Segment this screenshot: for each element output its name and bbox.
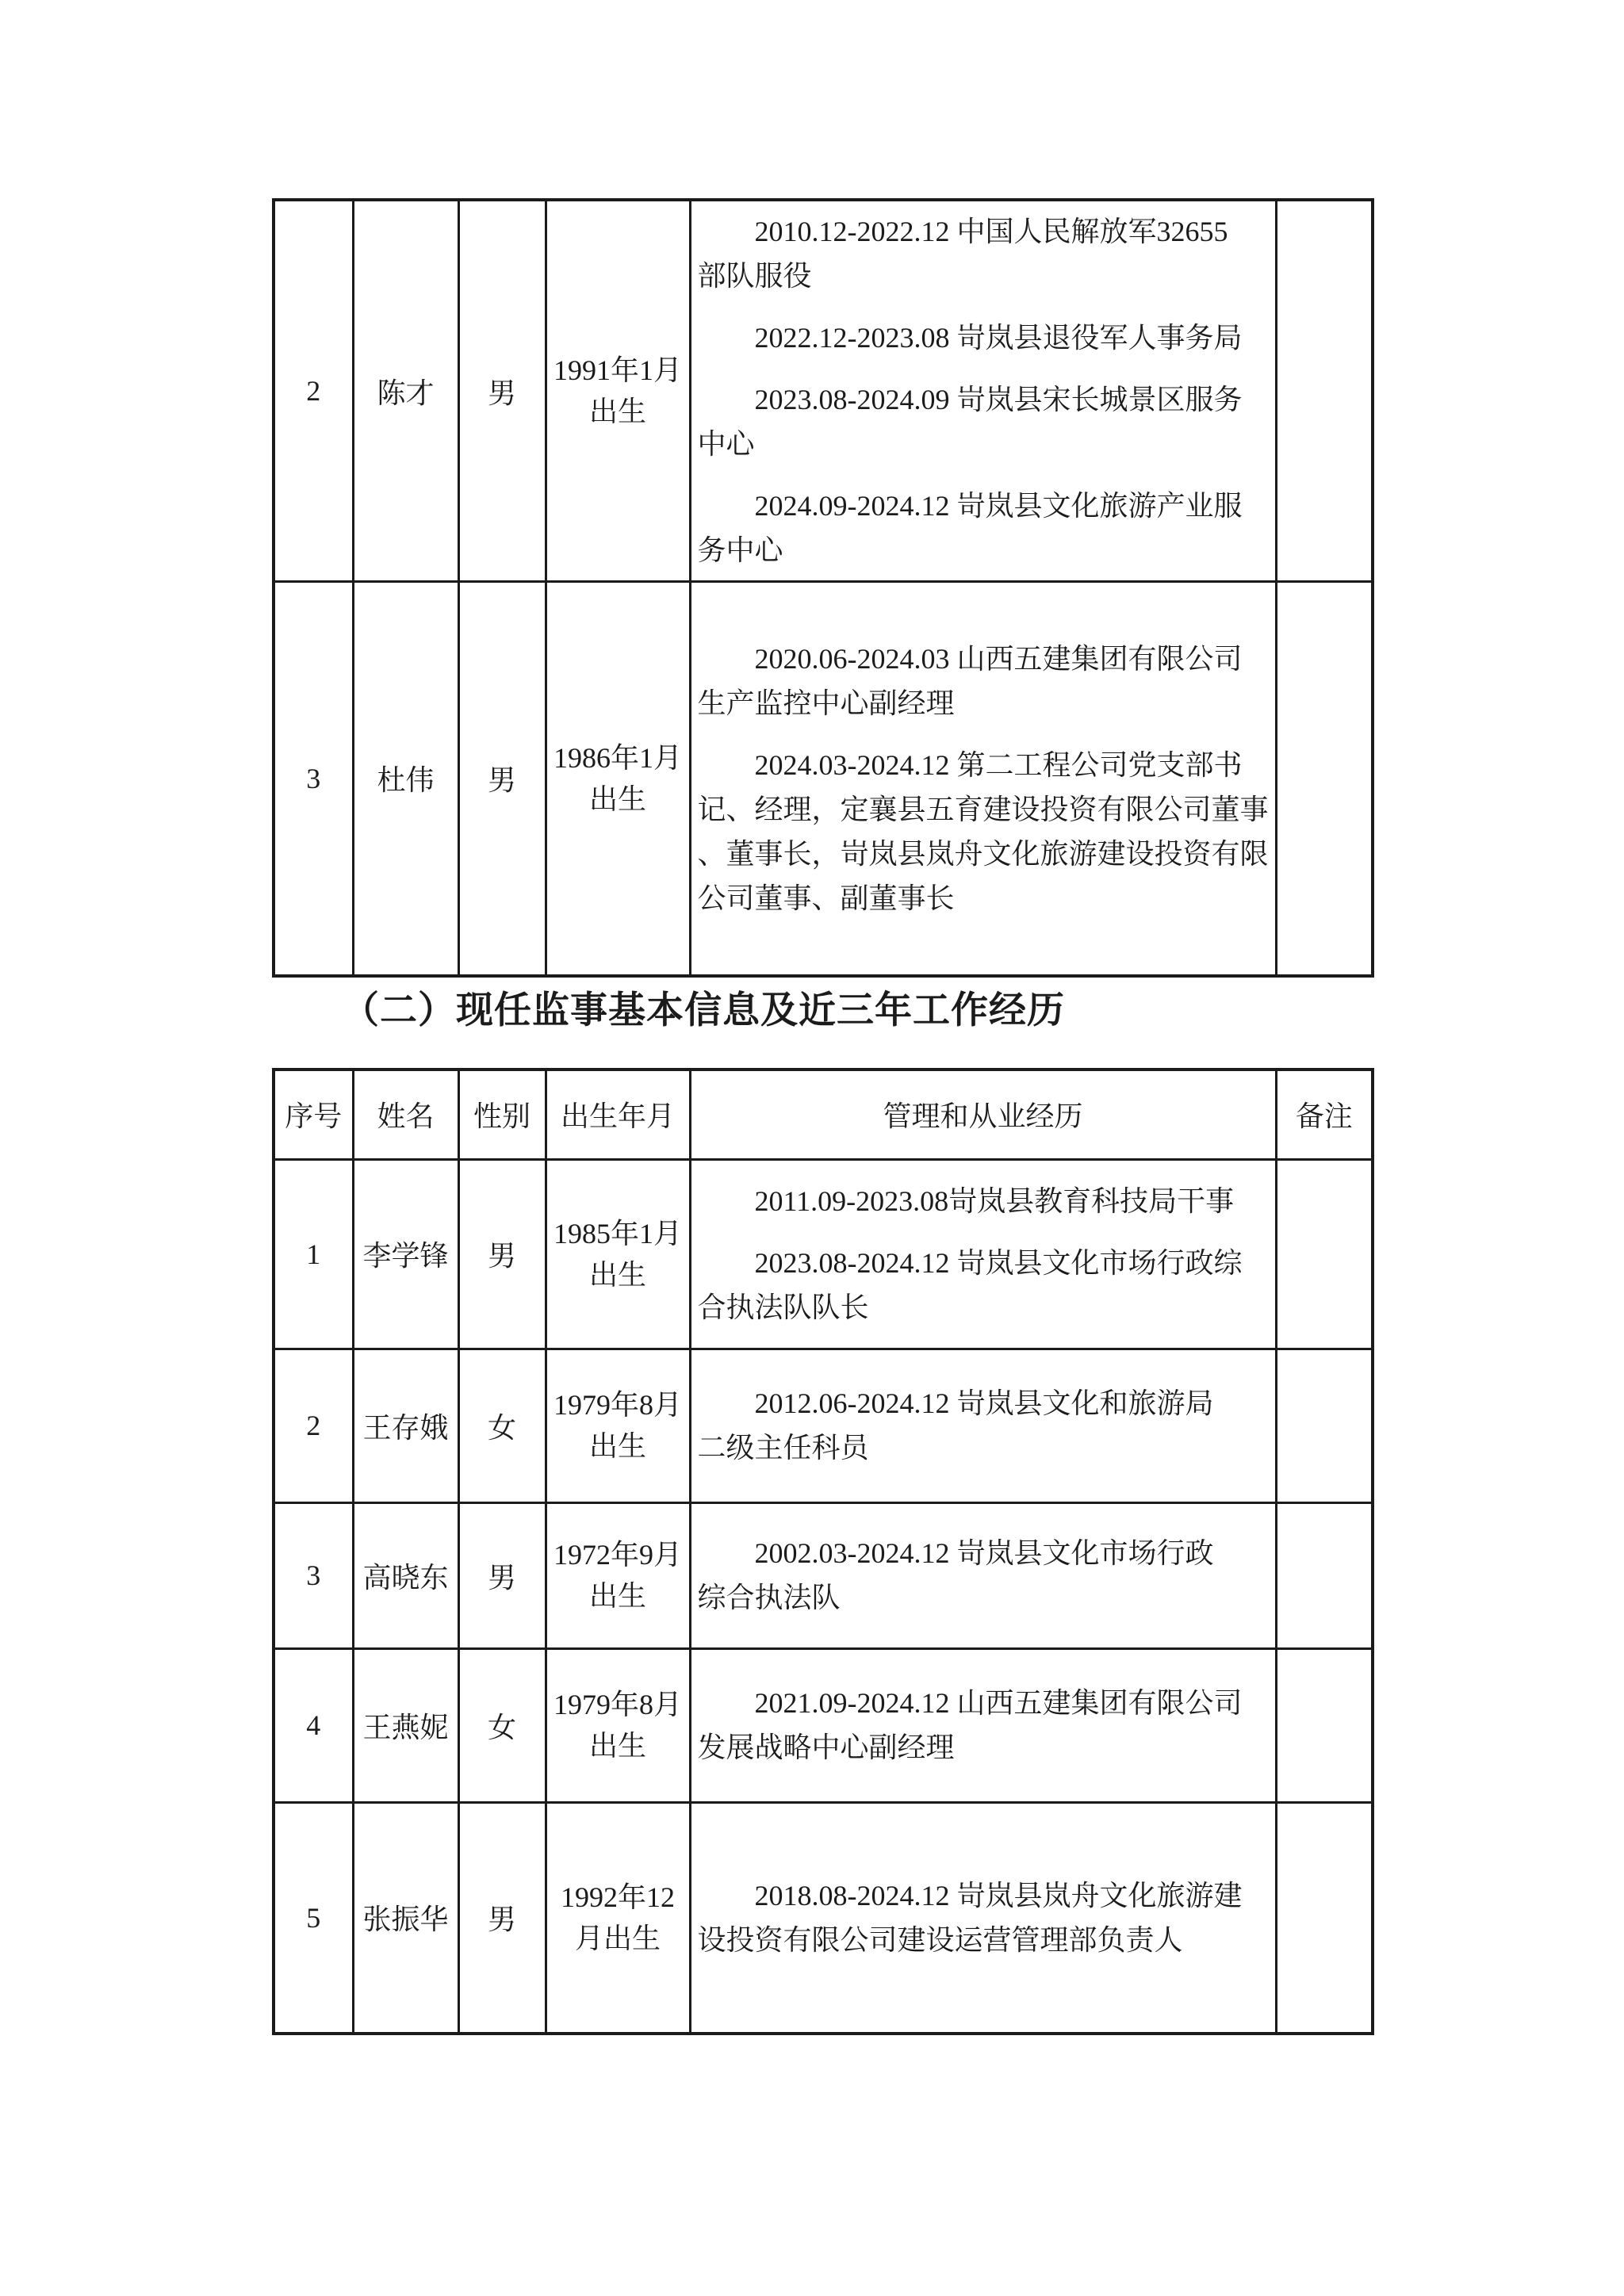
table-row [274, 1802, 1373, 2034]
remark-cell [1276, 200, 1373, 582]
table-row [274, 1502, 1373, 1648]
gender-cell: 女 [458, 1349, 546, 1502]
text-line: 2011.09-2023.08岢岚县教育科技局干事 [754, 1184, 1235, 1217]
text-line: 月出生 [574, 1922, 661, 1954]
gender-cell: 男 [458, 1502, 546, 1648]
seq-cell: 5 [274, 1802, 353, 2034]
text-line: 出生 [588, 396, 646, 427]
text-line: 1985年1月 [553, 1217, 682, 1249]
text-line: 出生 [588, 1258, 646, 1291]
birth-cell [546, 1802, 690, 2034]
seq-cell: 3 [274, 1502, 353, 1648]
career-cell [690, 1648, 1276, 1802]
text-line: 发展战略中心副经理 [697, 1732, 955, 1763]
birth-cell [546, 1159, 690, 1349]
career-paragraph [698, 316, 1272, 360]
career-paragraph [698, 1531, 1272, 1620]
name-cell: 王燕妮 [353, 1648, 458, 1802]
birth-cell [546, 582, 690, 976]
table-row [274, 1648, 1373, 1802]
career-paragraph [698, 484, 1272, 572]
remark-cell [1276, 1648, 1373, 1802]
text-line: 2021.09-2024.12 山西五建集团有限公司 [754, 1687, 1243, 1719]
text-line: 生产监控中心副经理 [697, 687, 955, 719]
text-line: 2010.12-2022.12 中国人民解放军32655 [754, 216, 1228, 247]
remark-cell [1276, 1159, 1373, 1349]
header-seq: 序号 [274, 1070, 353, 1159]
text-line: 合执法队队长 [697, 1291, 869, 1323]
text-line: 2018.08-2024.12 岢岚县岚舟文化旅游建 [754, 1879, 1243, 1911]
career-cell [690, 1502, 1276, 1648]
gender-cell: 男 [458, 200, 546, 582]
text-line: 出生 [588, 1430, 646, 1462]
supervisors-info-table [272, 1068, 1374, 2035]
career-paragraph [698, 637, 1272, 725]
text-line: 2023.08-2024.09 岢岚县宋长城景区服务 [754, 384, 1243, 415]
birth-cell [546, 200, 690, 582]
header-career: 管理和从业经历 [690, 1070, 1276, 1159]
career-paragraph [698, 209, 1272, 298]
text-line: 1979年8月 [553, 1689, 682, 1720]
gender-cell: 男 [458, 1802, 546, 2034]
seq-cell: 2 [274, 1349, 353, 1502]
birth-cell [546, 1349, 690, 1502]
header-name: 姓名 [353, 1070, 458, 1159]
name-cell: 王存娥 [353, 1349, 458, 1502]
gender-cell: 女 [458, 1648, 546, 1802]
header-gender: 性别 [458, 1070, 546, 1159]
seq-cell: 4 [274, 1648, 353, 1802]
career-paragraph [698, 1381, 1272, 1470]
text-line: 2020.06-2024.03 山西五建集团有限公司 [754, 642, 1243, 675]
text-line: 出生 [588, 1730, 646, 1762]
career-paragraph [698, 1241, 1272, 1330]
career-cell [690, 582, 1276, 976]
text-line: 1991年1月 [553, 354, 682, 386]
table-row [274, 1349, 1373, 1502]
career-cell [690, 200, 1276, 582]
text-line: 2024.09-2024.12 岢岚县文化旅游产业服 [754, 490, 1243, 522]
seq-cell: 2 [274, 200, 353, 582]
text-line: 设投资有限公司建设运营管理部负责人 [697, 1923, 1183, 1956]
text-line: 2022.12-2023.08 岢岚县退役军人事务局 [754, 322, 1243, 354]
career-paragraph [698, 1681, 1272, 1770]
table-header-row [274, 1070, 1373, 1159]
career-cell [690, 1802, 1276, 2034]
table-row [274, 200, 1373, 582]
section-heading: （二）现任监事基本信息及近三年工作经历 [342, 990, 1065, 1031]
name-cell: 杜伟 [353, 582, 458, 976]
text-line: 务中心 [697, 534, 783, 566]
text-line: 部队服役 [697, 260, 812, 292]
header-birth: 出生年月 [546, 1070, 690, 1159]
text-line: 公司董事、副董事长 [697, 882, 955, 914]
seq-cell: 1 [274, 1159, 353, 1349]
remark-cell [1276, 1802, 1373, 2034]
text-line: 2023.08-2024.12 岢岚县文化市场行政综 [754, 1246, 1243, 1279]
text-line: 、董事长，岢岚县岚舟文化旅游建设投资有限 [697, 837, 1269, 870]
table-row [274, 582, 1373, 976]
text-line: 综合执法队 [697, 1582, 841, 1613]
text-line: 1979年8月 [553, 1389, 682, 1421]
remark-cell [1276, 1349, 1373, 1502]
text-line: 出生 [588, 783, 646, 815]
text-line: 2002.03-2024.12 岢岚县文化市场行政 [754, 1537, 1214, 1569]
text-line: 记、经理，定襄县五育建设投资有限公司董事 [697, 793, 1269, 825]
name-cell: 张振华 [353, 1802, 458, 2034]
table-row [274, 1159, 1373, 1349]
text-line: 2024.03-2024.12 第二工程公司党支部书 [754, 748, 1243, 781]
name-cell: 陈才 [353, 200, 458, 582]
career-paragraph [698, 1873, 1272, 1962]
text-line: 1986年1月 [553, 741, 682, 774]
seq-cell: 3 [274, 582, 353, 976]
gender-cell: 男 [458, 1159, 546, 1349]
career-cell [690, 1349, 1276, 1502]
text-line: 1992年12 [560, 1881, 675, 1913]
name-cell: 高晓东 [353, 1502, 458, 1648]
directors-info-table-continued [272, 198, 1374, 978]
text-line: 中心 [697, 428, 755, 460]
text-line: 二级主任科员 [697, 1432, 869, 1464]
career-paragraph [698, 1179, 1272, 1223]
gender-cell: 男 [458, 582, 546, 976]
header-remark: 备注 [1276, 1070, 1373, 1159]
name-cell: 李学锋 [353, 1159, 458, 1349]
text-line: 1972年9月 [553, 1539, 682, 1571]
birth-cell [546, 1502, 690, 1648]
text-line: 2012.06-2024.12 岢岚县文化和旅游局 [754, 1387, 1214, 1419]
remark-cell [1276, 582, 1373, 976]
birth-cell [546, 1648, 690, 1802]
career-paragraph [698, 743, 1272, 920]
career-paragraph [698, 377, 1272, 466]
career-cell [690, 1159, 1276, 1349]
text-line: 出生 [588, 1580, 646, 1612]
remark-cell [1276, 1502, 1373, 1648]
